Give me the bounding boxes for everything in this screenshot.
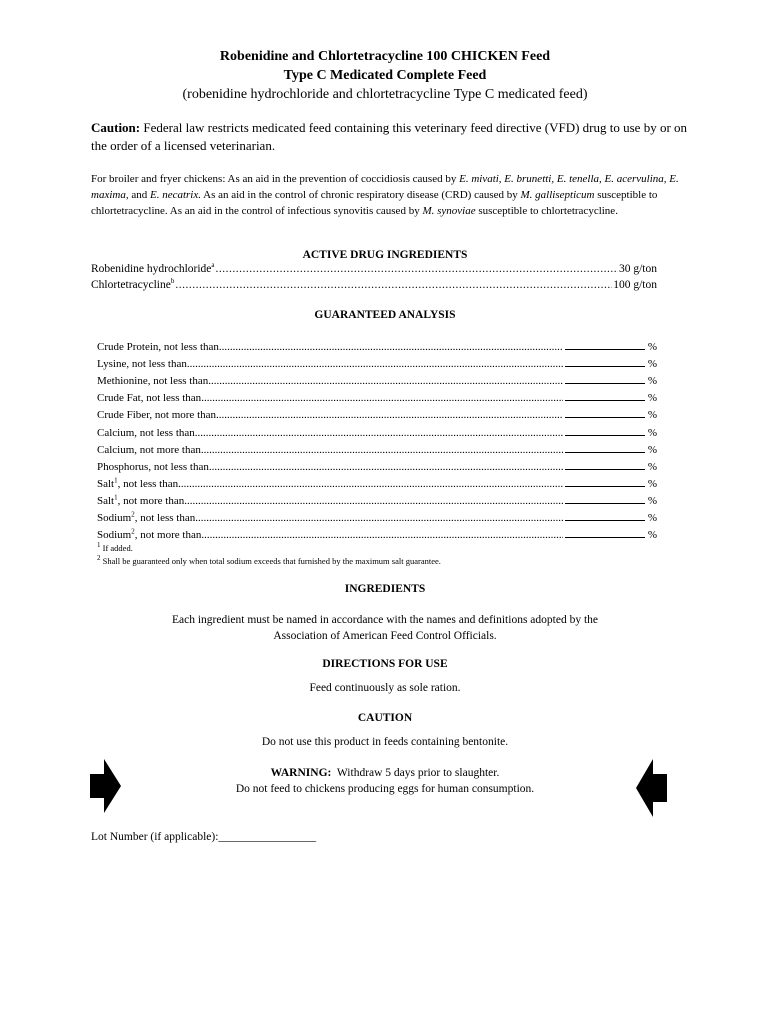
title-line-2: Type C Medicated Complete Feed <box>283 68 487 83</box>
lot-number-field[interactable] <box>91 831 316 843</box>
percent-unit: % <box>647 512 657 524</box>
right-pointing-arrow-icon <box>90 759 122 813</box>
dot-leader <box>216 263 618 275</box>
drug-name: Robenidine hydrochloride$^a$ <box>91 261 215 275</box>
dot-leader <box>195 512 563 524</box>
analysis-value-blank[interactable] <box>565 458 645 470</box>
title-line-3: (robenidine hydrochloride and chlortetracycline Type C medicated feed) <box>182 87 588 102</box>
analysis-row <box>97 406 657 422</box>
percent-unit: % <box>647 409 657 422</box>
percent-unit: % <box>647 529 657 542</box>
organism-list-1: E. mivati, E. brunetti, E. tenella, E. acervulina, E. maxima, <box>91 173 679 201</box>
title-line-1: Robenidine and Chlortetracycline 100 CHICKEN Feed <box>219 49 551 64</box>
usage-text-2: As an aid in the control of chronic respiratory disease (CRD) caused by <box>200 189 521 201</box>
dot-leader <box>201 529 563 541</box>
analysis-label: Sodium$^2$, not less than <box>97 510 196 524</box>
analysis-label: Calcium, not less than <box>97 426 195 439</box>
percent-unit: % <box>647 358 657 371</box>
analysis-value-blank[interactable] <box>565 441 645 453</box>
warning-line-1: Withdraw 5 days prior to slaughter. <box>336 767 500 779</box>
analysis-row <box>97 338 657 354</box>
caution-text: Federal law restricts medicated feed containing this veterinary feed directive (VFD) drug to use by or on the order of a licensed veterinarian. <box>91 120 688 153</box>
organism-2: E. necatrix. <box>149 189 201 201</box>
document-title <box>0 47 770 104</box>
analysis-label: Crude Fat, not less than <box>97 392 202 405</box>
usage-text-3: susceptible to chlortetracycline. As an aid in the control of infectious synovitis caused by <box>91 189 658 217</box>
analysis-value-blank[interactable] <box>565 475 645 487</box>
indications-paragraph <box>91 171 686 219</box>
drug-value: 30 g/ton <box>618 263 657 275</box>
percent-unit: % <box>647 443 657 456</box>
usage-text-4: susceptible to chlortetracycline. <box>475 205 618 217</box>
warning-line-2: Do not feed to chickens producing eggs for human consumption. <box>235 783 535 795</box>
analysis-row <box>97 475 657 491</box>
drug-row <box>91 263 657 275</box>
footnote: $^2$ Shall be guaranteed only when total sodium exceeds that furnished by the maximum salt guarantee. <box>97 554 441 566</box>
ingredients-text: Each ingredient must be named in accordance with the names and definitions adopted by the Association of American Feed Control Officials. <box>172 614 598 642</box>
analysis-label: Calcium, not more than <box>97 443 201 456</box>
analysis-row <box>97 355 657 371</box>
analysis-value-blank[interactable] <box>565 526 645 538</box>
analysis-label: Crude Fiber, not more than <box>97 409 217 422</box>
caution-label: Caution: <box>91 120 141 135</box>
drug-row <box>91 279 657 291</box>
usage-and: and <box>128 189 150 201</box>
drug-name: Chlortetracycline$^b$ <box>91 277 175 291</box>
dot-leader <box>201 392 563 404</box>
analysis-label: Crude Protein, not less than <box>97 341 219 353</box>
analysis-row <box>97 441 657 457</box>
analysis-label: Salt$^1$, not less than <box>97 476 179 490</box>
percent-unit: % <box>647 477 657 490</box>
analysis-value-blank[interactable] <box>565 389 645 401</box>
analysis-value-blank[interactable] <box>565 338 645 350</box>
percent-unit: % <box>647 494 657 507</box>
percent-unit: % <box>647 392 657 405</box>
percent-unit: % <box>647 426 657 439</box>
dot-leader <box>209 461 563 473</box>
ingredients-heading: INGREDIENTS <box>344 583 426 595</box>
analysis-label: Salt$^1$, not more than <box>97 493 185 507</box>
footnote: $^1$ If added. <box>97 541 133 553</box>
analysis-label: Phosphorus, not less than <box>97 460 209 473</box>
analysis-value-blank[interactable] <box>565 355 645 367</box>
directions-heading: DIRECTIONS FOR USE <box>322 658 448 670</box>
dot-leader <box>219 341 563 353</box>
dot-leader <box>175 279 612 291</box>
analysis-value-blank[interactable] <box>565 372 645 384</box>
analysis-row <box>97 424 657 440</box>
directions-text: Feed continuously as sole ration. <box>309 682 461 694</box>
analysis-row <box>97 526 657 542</box>
organism-4: M. synoviae <box>422 205 476 217</box>
caution-text-bentonite: Do not use this product in feeds containing bentonite. <box>261 736 509 748</box>
dot-leader <box>178 478 563 490</box>
dot-leader <box>216 409 563 421</box>
drug-value: 100 g/ton <box>613 279 657 291</box>
dot-leader <box>201 444 563 456</box>
analysis-row <box>97 509 657 525</box>
analysis-value-blank[interactable] <box>565 424 645 436</box>
analysis-label: Sodium$^2$, not more than <box>97 527 202 542</box>
dot-leader <box>187 358 563 370</box>
analysis-row <box>97 389 657 405</box>
vfd-caution <box>91 119 691 155</box>
caution-heading: CAUTION <box>357 712 413 724</box>
percent-unit: % <box>647 460 657 473</box>
percent-unit: % <box>647 341 657 353</box>
lot-number-blank[interactable]: _________________ <box>218 831 317 843</box>
analysis-value-blank[interactable] <box>565 492 645 504</box>
dot-leader <box>184 495 563 507</box>
analysis-value-blank[interactable] <box>565 406 645 418</box>
active-ingredients-heading: ACTIVE DRUG INGREDIENTS <box>302 249 468 261</box>
dot-leader <box>195 427 563 439</box>
dot-leader <box>208 375 563 387</box>
analysis-row <box>97 458 657 474</box>
analysis-value-blank[interactable] <box>565 509 645 521</box>
warning-label: WARNING: <box>270 767 332 779</box>
organism-3: M. gallisepticum <box>520 189 595 201</box>
usage-text-1: For broiler and fryer chickens: As an aid in the prevention of coccidiosis caused by <box>91 173 460 185</box>
left-pointing-arrow-icon <box>636 759 668 817</box>
lot-number-label: Lot Number (if applicable): <box>91 831 219 843</box>
analysis-row <box>97 372 657 388</box>
percent-unit: % <box>647 375 657 388</box>
analysis-row <box>97 492 657 508</box>
guaranteed-analysis-heading: GUARANTEED ANALYSIS <box>314 309 456 321</box>
analysis-label: Lysine, not less than <box>97 358 187 371</box>
analysis-label: Methionine, not less than <box>97 375 209 388</box>
